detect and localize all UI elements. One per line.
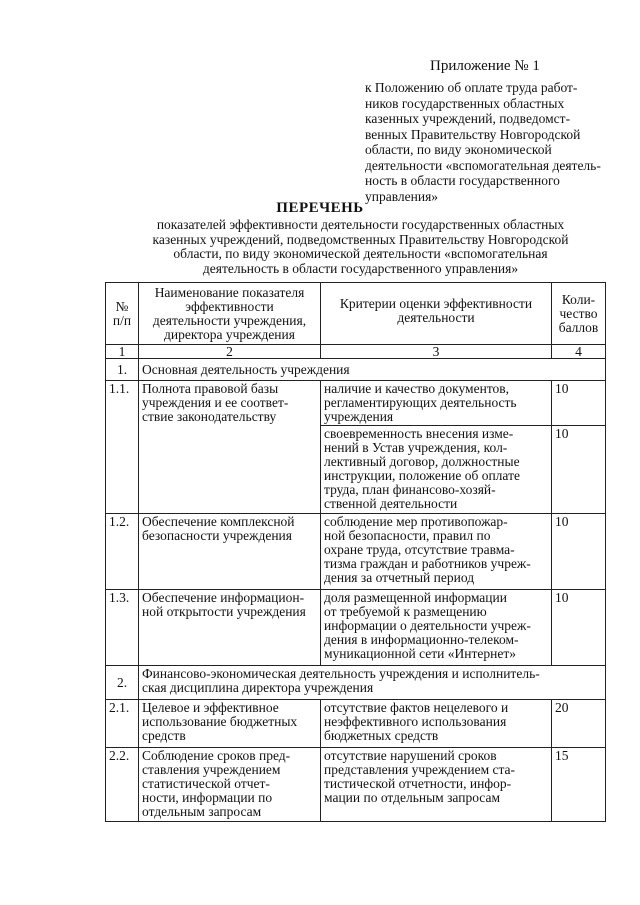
- table-row: [106, 514, 606, 590]
- row-name: Соблюдение сроков пред- ставления учреждением статистической отчет- ности, информации по отдельным запросам: [139, 748, 321, 822]
- header-points: Коли- чество баллов: [552, 283, 606, 345]
- section-row: [106, 359, 606, 381]
- row-name: Целевое и эффективное использование бюджетных средств: [139, 700, 321, 748]
- section-num: 1.: [106, 359, 139, 381]
- row-criteria: отсутствие фактов нецелевого и неэффективного использования бюджетных средств: [321, 700, 552, 748]
- document-subtitle: показателей эффективности деятельности государственных областных казенных учреждений, подведомственных Правительству Новгородской области, по виду экономической деятельности «вспомогательная деятельность в области государственного управления»: [152, 217, 569, 276]
- index-cell: 4: [552, 345, 606, 359]
- row-name: Обеспечение комплексной безопасности учреждения: [139, 514, 321, 590]
- header-num: № п/п: [106, 283, 139, 345]
- indicators-table: [105, 282, 606, 822]
- row-points: 10: [552, 590, 606, 666]
- row-criteria: соблюдение мер противопожар- ной безопасности, правил по охране труда, отсутствие травма- тизма граждан и работников учреж- дения за отчетный период: [321, 514, 552, 590]
- index-cell: 3: [321, 345, 552, 359]
- row-points: 10: [552, 381, 606, 426]
- row-points: 15: [552, 748, 606, 822]
- table-row: [106, 700, 606, 748]
- row-num: 2.1.: [106, 700, 139, 748]
- appendix-title: Приложение № 1: [430, 58, 540, 74]
- row-criteria: своевременность внесения изме- нений в Устав учреждения, кол- лективный договор, должностные инструкции, положение об оплате труда, план финансово-хозяй- ственной деятельности: [321, 426, 552, 514]
- row-num: 1.1.: [106, 381, 139, 514]
- row-num: 2.2.: [106, 748, 139, 822]
- table-row: [106, 748, 606, 822]
- row-criteria: доля размещенной информации от требуемой к размещению информации о деятельности учреж- дения в информационно-телеком- муникационной сети «Интернет»: [321, 590, 552, 666]
- row-points: 10: [552, 514, 606, 590]
- row-criteria: отсутствие нарушений сроков представления учреждением ста- тистической отчетности, инфор- мации по отдельным запросам: [321, 748, 552, 822]
- index-cell: 2: [139, 345, 321, 359]
- document-title: ПЕРЕЧЕНЬ: [276, 200, 364, 216]
- section-row: [106, 666, 606, 700]
- column-index-row: [106, 345, 606, 359]
- row-points: 20: [552, 700, 606, 748]
- header-criteria: Критерии оценки эффективности деятельности: [321, 283, 552, 345]
- header-name: Наименование показателя эффективности деятельности учреждения, директора учреждения: [139, 283, 321, 345]
- section-title: Финансово-экономическая деятельность учреждения и исполнитель- ская дисциплина директора учреждения: [139, 666, 606, 700]
- table-row: [106, 590, 606, 666]
- row-criteria: наличие и качество документов, регламентирующих деятельность учреждения: [321, 381, 552, 426]
- table-row: [106, 381, 606, 426]
- row-num: 1.2.: [106, 514, 139, 590]
- table-header-row: [106, 283, 606, 345]
- row-num: 1.3.: [106, 590, 139, 666]
- row-name: Обеспечение информацион- ной открытости учреждения: [139, 590, 321, 666]
- appendix-reference: к Положению об оплате труда работ- ников государственных областных казенных учреждений, подведомст- венных Правительству Новгородской области, по виду экономической деятельности «вспомогательная деятель- ность в области государственного управления»: [365, 80, 601, 204]
- section-title: Основная деятельность учреждения: [139, 359, 606, 381]
- index-cell: 1: [106, 345, 139, 359]
- row-points: 10: [552, 426, 606, 514]
- section-num: 2.: [106, 666, 139, 700]
- row-name: Полнота правовой базы учреждения и ее соответ- ствие законодательству: [139, 381, 321, 514]
